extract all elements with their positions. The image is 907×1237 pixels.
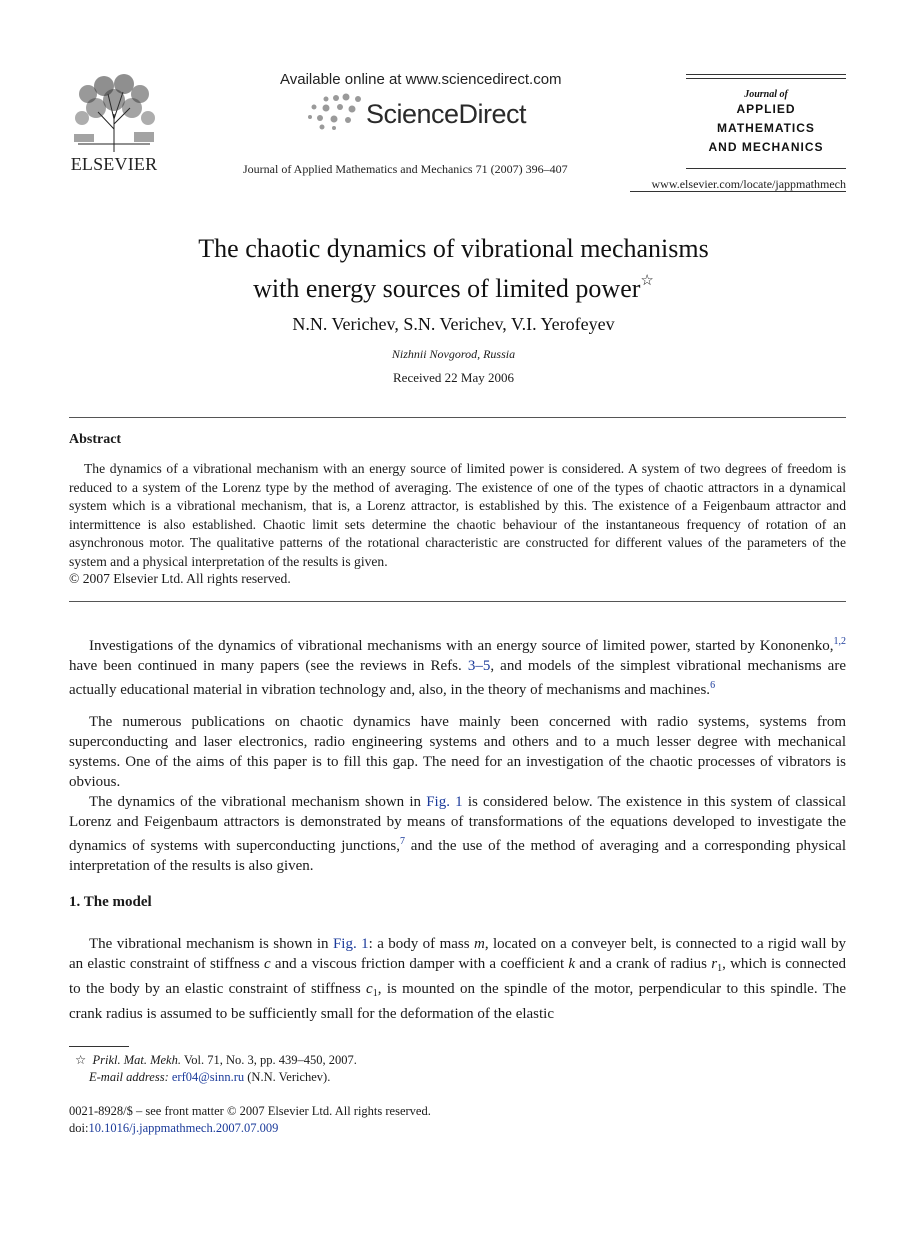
p4-text-g: , is mounted on the spindle of the motor, perpendicular to this spindle. The crank radius is assumed to be sufficiently small for the deformation of the elastic	[69, 981, 846, 1022]
journal-logo-rule	[686, 74, 846, 75]
email-owner: (N.N. Verichev).	[244, 1070, 331, 1084]
doi-link[interactable]: 10.1016/j.jappmathmech.2007.07.009	[88, 1121, 279, 1135]
journal-logo	[686, 89, 846, 157]
footnote-journal-source: Prikl. Mat. Mekh.	[92, 1053, 181, 1067]
title-line-2	[0, 265, 907, 305]
paragraph-3	[69, 792, 846, 876]
footnote-journal-details: Vol. 71, No. 3, pp. 439–450, 2007.	[180, 1053, 357, 1067]
journal-url-link[interactable]: www.elsevier.com/locate/jappmathmech	[651, 177, 846, 191]
p3-text-a: The dynamics of the vibrational mechanism shown in	[89, 794, 427, 810]
ref-link-7[interactable]: 7	[400, 836, 405, 847]
article-title	[0, 232, 907, 305]
journal-citation: Journal of Applied Mathematics and Mechanics 71 (2007) 396–407	[243, 162, 568, 176]
elsevier-wordmark: ELSEVIER	[70, 154, 158, 174]
journal-logo-journal-of: Journal of	[744, 89, 788, 100]
title-line-2-text: with energy sources of limited power	[253, 274, 641, 303]
journal-logo-rule	[686, 168, 846, 169]
abstract-heading: Abstract	[69, 432, 122, 447]
paragraph-1	[69, 632, 846, 700]
elsevier-tree-icon	[68, 74, 160, 154]
p1-text-c: , and models of the simplest vibrational mechanisms are actually educational material in vibration technology and, also, in the theory of mechanisms and machines.	[69, 658, 846, 698]
ref-link-1-2[interactable]: 1,2	[833, 636, 846, 647]
p4-text-b: : a body of mass	[368, 936, 474, 952]
abstract-text: The dynamics of a vibrational mechanism with an energy source of limited power is considered. A system of two degrees of freedom is reduced to a system of the Lorenz type by the method of averaging. The existence of one of the types of chaotic attractors in a dynamical system which is a vibrational mechanism, that is, a Lorenz attractor, is established by this. The existence of a Feigenbaum attractor and intermittence is also established. Chaotic limit sets determine the chaotic behaviour of the instantaneous frequency of rotation of an asynchronous motor. The qualitative patterns of the rotational characteristic are constructed for different values of the parameters of the system and a physical interpretation of the results is given.	[69, 461, 846, 569]
abstract-top-rule	[69, 417, 846, 418]
abstract-copyright: © 2007 Elsevier Ltd. All rights reserved.	[69, 571, 291, 586]
sciencedirect-logo[interactable]	[304, 93, 554, 133]
var-r: r	[711, 956, 718, 972]
available-online-text[interactable]: Available online at www.sciencedirect.com	[280, 71, 562, 88]
p3-text-c: and the use of the method of averaging and a corresponding physical interpretation of the results is also given.	[69, 838, 846, 874]
p4-text-f: , which is connected to the body by an elastic constraint of stiffness	[69, 956, 847, 997]
journal-logo-line1: APPLIED	[736, 102, 796, 116]
received-date: Received 22 May 2006	[393, 370, 514, 385]
footnote-star	[75, 1051, 357, 1069]
email-link[interactable]: erf04@sinn.ru	[171, 1070, 245, 1084]
elsevier-logo	[68, 74, 160, 174]
email-label: E-mail address:	[89, 1070, 169, 1084]
p4-text-c: , located on a conveyer belt, is connected to a rigid wall by an elastic constraint of stiffness	[69, 936, 846, 972]
p4-text-e: and a crank of radius	[575, 956, 712, 972]
footnote-email	[89, 1068, 330, 1086]
p3-text-b: is considered below. The existence in this system of classical Lorenz and Feigenbaum attractors is demonstrated by means of transformations of the equations developed to investigate the dynamics of systems with superconducting junctions,	[69, 794, 846, 854]
sciencedirect-wordmark: ScienceDirect	[366, 99, 527, 129]
ref-link-3-5[interactable]: 3–5	[467, 658, 491, 674]
var-k: k	[568, 956, 576, 972]
journal-url-rule	[630, 191, 846, 192]
paragraph-4	[69, 934, 846, 1024]
title-footnote-star[interactable]: ☆	[640, 273, 654, 289]
var-r-subscript: 1	[717, 963, 723, 974]
paragraph-2: The numerous publications on chaotic dynamics have mainly been concerned with radio systems, systems from superconducting and laser electronics, radio engineering systems and others and to a much lesser degree with mechanical systems. One of the aims of this paper is to fill this gap. The need for an investigation of the chaotic processes of vibrators is obvious.	[69, 714, 846, 790]
journal-logo-rule	[686, 78, 846, 79]
var-c1-subscript: 1	[372, 988, 378, 999]
issn-line: 0021-8928/$ – see front matter © 2007 Elsevier Ltd. All rights reserved.	[69, 1104, 431, 1118]
section-1-heading: 1. The model	[69, 894, 152, 910]
fig-1-link[interactable]: Fig. 1	[332, 936, 369, 952]
affiliation: Nizhnii Novgorod, Russia	[391, 347, 516, 361]
fig-1-link[interactable]: Fig. 1	[426, 794, 463, 810]
p1-text-a: Investigations of the dynamics of vibrational mechanisms with an energy source of limited power, started by Kononenko,	[89, 638, 834, 654]
p1-text-b: have been continued in many papers (see the reviews in Refs.	[69, 658, 468, 674]
footnote-rule	[69, 1046, 129, 1047]
ref-link-6[interactable]: 6	[710, 680, 716, 691]
var-m: m	[474, 936, 485, 952]
journal-logo-line3: AND MECHANICS	[708, 140, 824, 154]
sciencedirect-dots-icon	[304, 93, 364, 133]
var-c1: c	[366, 981, 373, 997]
title-line-1: The chaotic dynamics of vibrational mechanisms	[198, 234, 709, 263]
authors: N.N. Verichev, S.N. Verichev, V.I. Yerofeyev	[292, 314, 615, 334]
doi-label: doi:	[69, 1121, 89, 1135]
abstract-bottom-rule	[69, 601, 846, 602]
footnote-star-symbol: ☆	[75, 1053, 87, 1067]
var-c: c	[264, 956, 271, 972]
journal-logo-line2: MATHEMATICS	[717, 121, 815, 135]
doi-line	[69, 1121, 278, 1136]
p4-text-a: The vibrational mechanism is shown in	[89, 936, 333, 952]
p4-text-d: and a viscous friction damper with a coefficient	[270, 956, 569, 972]
